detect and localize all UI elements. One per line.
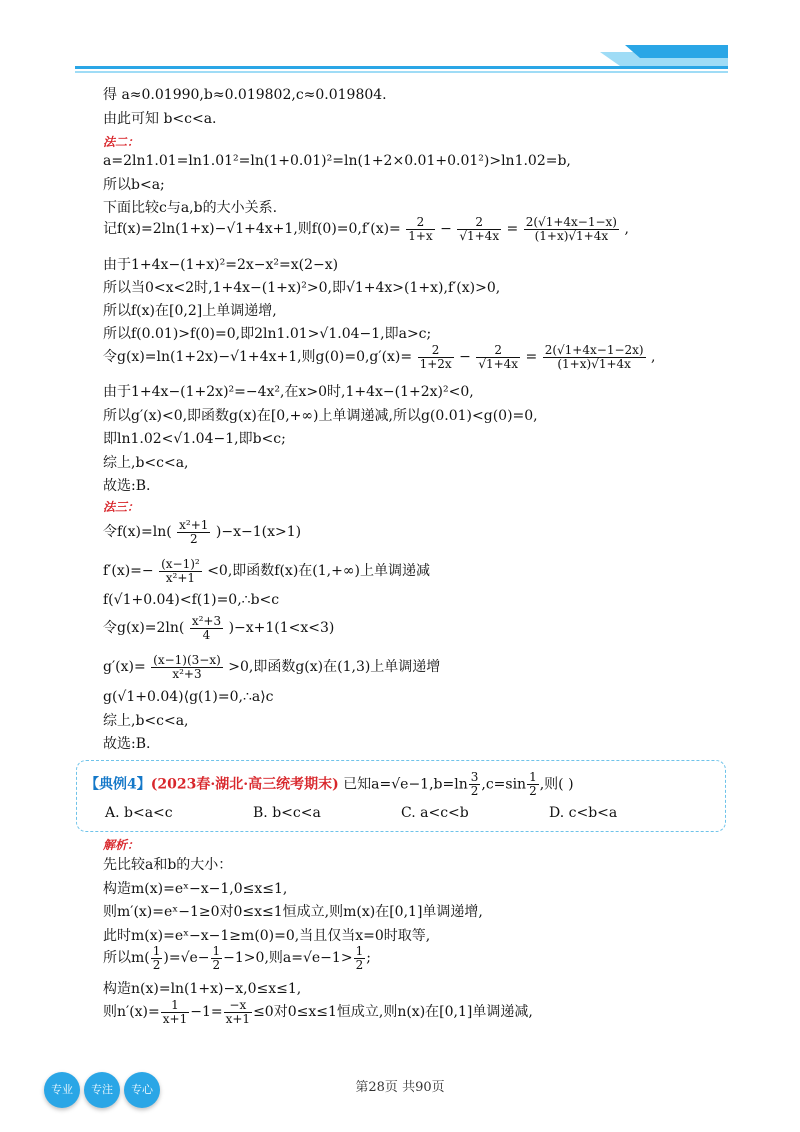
- frac-h3: [190, 615, 223, 642]
- frac-h1-num: x²+1: [179, 517, 209, 532]
- frac-g2-den: √1+4x: [478, 356, 519, 371]
- analysis-5-frac-3-den: 2: [355, 957, 364, 972]
- frac-h4: [151, 654, 223, 681]
- frac-h2-num: (x−1)²: [161, 556, 200, 571]
- question-part-1: 已知a=√e−1,b=ln: [343, 776, 468, 793]
- frac-h3-den: 4: [202, 627, 211, 642]
- question-frac-1-den: 2: [470, 784, 479, 798]
- analysis-5-frac-2-den: 2: [212, 957, 221, 972]
- header-rule: [75, 66, 728, 69]
- option-a[interactable]: A. b<a<c: [105, 805, 173, 821]
- analysis-label: 解析：: [103, 838, 140, 852]
- question-frac-1-num: 3: [470, 770, 479, 784]
- line-3: a=2ln1.01=ln1.01²=ln(1+0.01)²=ln(1+2×0.01+0.01²)>ln1.02=b,: [103, 153, 571, 169]
- header-rule-light: [75, 71, 728, 73]
- line-6-c: =: [506, 221, 519, 237]
- frac-h2-den: x²+1: [165, 570, 196, 585]
- line-15: 综上,b<c<a,: [103, 455, 189, 471]
- line-17: [103, 516, 301, 548]
- line-13: 所以g′(x)<0,即函数g(x)在[0,+∞)上单调递减,所以g(0.01)<g(0)=0,: [103, 408, 538, 424]
- analysis-5-frac-1: [151, 945, 163, 972]
- analysis-7-frac-1-num: 1: [161, 999, 189, 1013]
- frac-f1: [406, 216, 434, 243]
- line-1: 得 a≈0.01990,b≈0.019802,c≈0.019804.: [103, 87, 387, 103]
- frac-g1-den: 1+2x: [419, 356, 452, 371]
- analysis-7-b: −1=: [190, 1004, 223, 1020]
- line-17-a: 令f(x)=ln(: [103, 524, 172, 540]
- analysis-5-d: ;: [366, 950, 371, 966]
- line-24: 故选:B.: [103, 736, 151, 752]
- analysis-7-frac-2: [224, 999, 252, 1026]
- line-11-a: 令g(x)=ln(1+2x)−√1+4x+1,则g(0)=0,g′(x)=: [103, 349, 413, 365]
- analysis-line-1: 先比较a和b的大小：: [103, 857, 233, 873]
- option-b[interactable]: B. b<c<a: [253, 805, 321, 821]
- frac-g3: [543, 344, 646, 371]
- line-18-b: <0,即函数f(x)在(1,+∞)上单调递减: [207, 563, 430, 579]
- line-6-d: ,: [624, 221, 629, 237]
- line-21: [103, 651, 440, 683]
- line-11-b: −: [459, 349, 471, 365]
- analysis-7-c: ≤0对0≤x≤1恒成立,则n(x)在[0,1]单调递减,: [253, 1004, 533, 1020]
- frac-h4-den: x²+3: [172, 666, 202, 681]
- frac-h4-num: (x−1)(3−x): [153, 652, 221, 667]
- frac-g3-num: 2(√1+4x−1−2x): [544, 342, 644, 357]
- analysis-line-6: 构造n(x)=ln(1+x)−x,0≤x≤1,: [103, 981, 302, 997]
- analysis-5-frac-2-num: 1: [212, 943, 221, 958]
- example-box: [76, 760, 726, 832]
- frac-f2-den: √1+4x: [459, 228, 500, 243]
- analysis-5-c: −1>0,则a=√e−1>: [223, 950, 353, 966]
- line-9: 所以f(x)在[0,2]上单调递增,: [103, 303, 277, 319]
- line-14: 即ln1.02<√1.04−1,即b<c;: [103, 431, 286, 447]
- line-4: 所以b<a;: [103, 177, 165, 193]
- line-20: [103, 612, 334, 644]
- example-source: (2023春·湖北·高三统考期末): [150, 776, 339, 793]
- line-10: 所以f(0.01)>f(0)=0,即2ln1.01>√1.04−1,即a>c;: [103, 326, 432, 342]
- line-2: 由此可知 b<c<a.: [103, 111, 217, 127]
- question-frac-2: [527, 771, 539, 798]
- line-12: 由于1+4x−(1+2x)²=−4x²,在x>0时,1+4x−(1+2x)²<0,: [103, 384, 474, 400]
- example-tag: 【典例4】: [85, 776, 151, 793]
- line-20-a: 令g(x)=2ln(: [103, 620, 185, 636]
- line-6: [103, 214, 629, 244]
- line-16: 故选:B.: [103, 478, 151, 494]
- analysis-7-a: 则n′(x)=: [103, 1004, 160, 1020]
- line-22: g(√1+0.04)⟨g(1)=0,∴a⟩c: [103, 689, 274, 705]
- page-number: 第28页 共90页: [355, 1080, 445, 1095]
- line-18: [103, 555, 430, 587]
- frac-g3-den: (1+x)√1+4x: [557, 356, 631, 371]
- option-c[interactable]: C. a<c<b: [401, 805, 469, 821]
- line-11: [103, 342, 656, 372]
- analysis-7-frac-1-den: x+1: [162, 1011, 188, 1026]
- badge-zhuanxin: 专心: [124, 1072, 160, 1108]
- analysis-5-frac-1-num: 1: [152, 943, 161, 958]
- analysis-5-frac-3: [354, 945, 366, 972]
- analysis-5-b: )=√e−: [163, 950, 210, 966]
- analysis-line-7: [103, 996, 533, 1028]
- line-19: f(√1+0.04)<f(1)=0,∴b<c: [103, 592, 280, 608]
- line-17-b: )−x−1(x>1): [215, 524, 302, 540]
- analysis-line-4: 此时m(x)=eˣ−x−1≥m(0)=0,当且仅当x=0时取等,: [103, 928, 431, 944]
- frac-f2-num: 2: [457, 216, 501, 230]
- frac-g2: [476, 344, 520, 371]
- line-6-a: 记f(x)=2ln(1+x)−√1+4x+1,则f(0)=0,f′(x)=: [103, 221, 401, 237]
- frac-f3-den: (1+x)√1+4x: [534, 228, 609, 243]
- method-3-label: 法三：: [103, 500, 140, 514]
- question-part-3: ,则( ): [539, 776, 574, 793]
- frac-f2: [457, 216, 501, 243]
- frac-h2: [159, 558, 202, 585]
- line-23: 综上,b<c<a,: [103, 713, 189, 729]
- line-11-c: =: [525, 349, 538, 365]
- line-7: 由于1+4x−(1+x)²=2x−x²=x(2−x): [103, 257, 339, 273]
- frac-g1: [418, 344, 454, 371]
- frac-f1-den: 1+x: [408, 228, 433, 243]
- analysis-7-frac-2-den: x+1: [225, 1011, 251, 1026]
- example-question: [85, 771, 574, 798]
- frac-f3: [524, 216, 619, 243]
- frac-f1-num: 2: [406, 216, 434, 230]
- badge-zhuanzhu: 专注: [84, 1072, 120, 1108]
- header-stripe-blue: [625, 45, 728, 58]
- analysis-5-frac-3-num: 1: [355, 943, 364, 958]
- analysis-5-frac-1-den: 2: [152, 957, 161, 972]
- line-21-a: g′(x)=: [103, 659, 146, 675]
- page-footer: [0, 1060, 800, 1132]
- line-5: 下面比较c与a,b的大小关系.: [103, 200, 278, 216]
- line-18-a: f′(x)=−: [103, 563, 154, 579]
- analysis-line-2: 构造m(x)=eˣ−x−1,0≤x≤1,: [103, 881, 288, 897]
- line-11-d: ,: [651, 349, 656, 365]
- header-band: [0, 0, 800, 80]
- analysis-5-frac-2: [211, 945, 223, 972]
- method-2-label: 法二：: [103, 135, 140, 149]
- badge-zhuanye: 专业: [44, 1072, 80, 1108]
- line-6-b: −: [440, 221, 452, 237]
- frac-h3-num: x²+3: [191, 613, 222, 628]
- line-8: 所以当0<x<2时,1+4x−(1+x)²>0,即√1+4x>(1+x),f′(x)>0,: [103, 280, 501, 296]
- line-21-b: >0,即函数g(x)在(1,3)上单调递增: [228, 659, 441, 675]
- question-frac-2-den: 2: [529, 784, 537, 798]
- analysis-7-frac-1: [161, 999, 189, 1026]
- analysis-line-3: 则m′(x)=eˣ−1≥0对0≤x≤1恒成立,则m(x)在[0,1]单调递增,: [103, 904, 483, 920]
- frac-h1-den: 2: [189, 531, 198, 546]
- frac-h1: [177, 519, 210, 546]
- analysis-5-a: 所以m(: [103, 950, 150, 966]
- analysis-line-5: [103, 942, 371, 974]
- line-20-b: )−x+1(1<x<3): [228, 620, 335, 636]
- option-d[interactable]: D. c<b<a: [549, 805, 618, 821]
- frac-g1-num: 2: [418, 344, 454, 358]
- analysis-7-frac-2-num: −x: [224, 999, 252, 1013]
- question-frac-1: [469, 771, 481, 798]
- frac-g2-num: 2: [476, 344, 520, 358]
- question-frac-2-num: 1: [529, 770, 537, 784]
- question-part-2: ,c=sin: [481, 776, 527, 793]
- frac-f3-num: 2(√1+4x−1−x): [525, 214, 617, 229]
